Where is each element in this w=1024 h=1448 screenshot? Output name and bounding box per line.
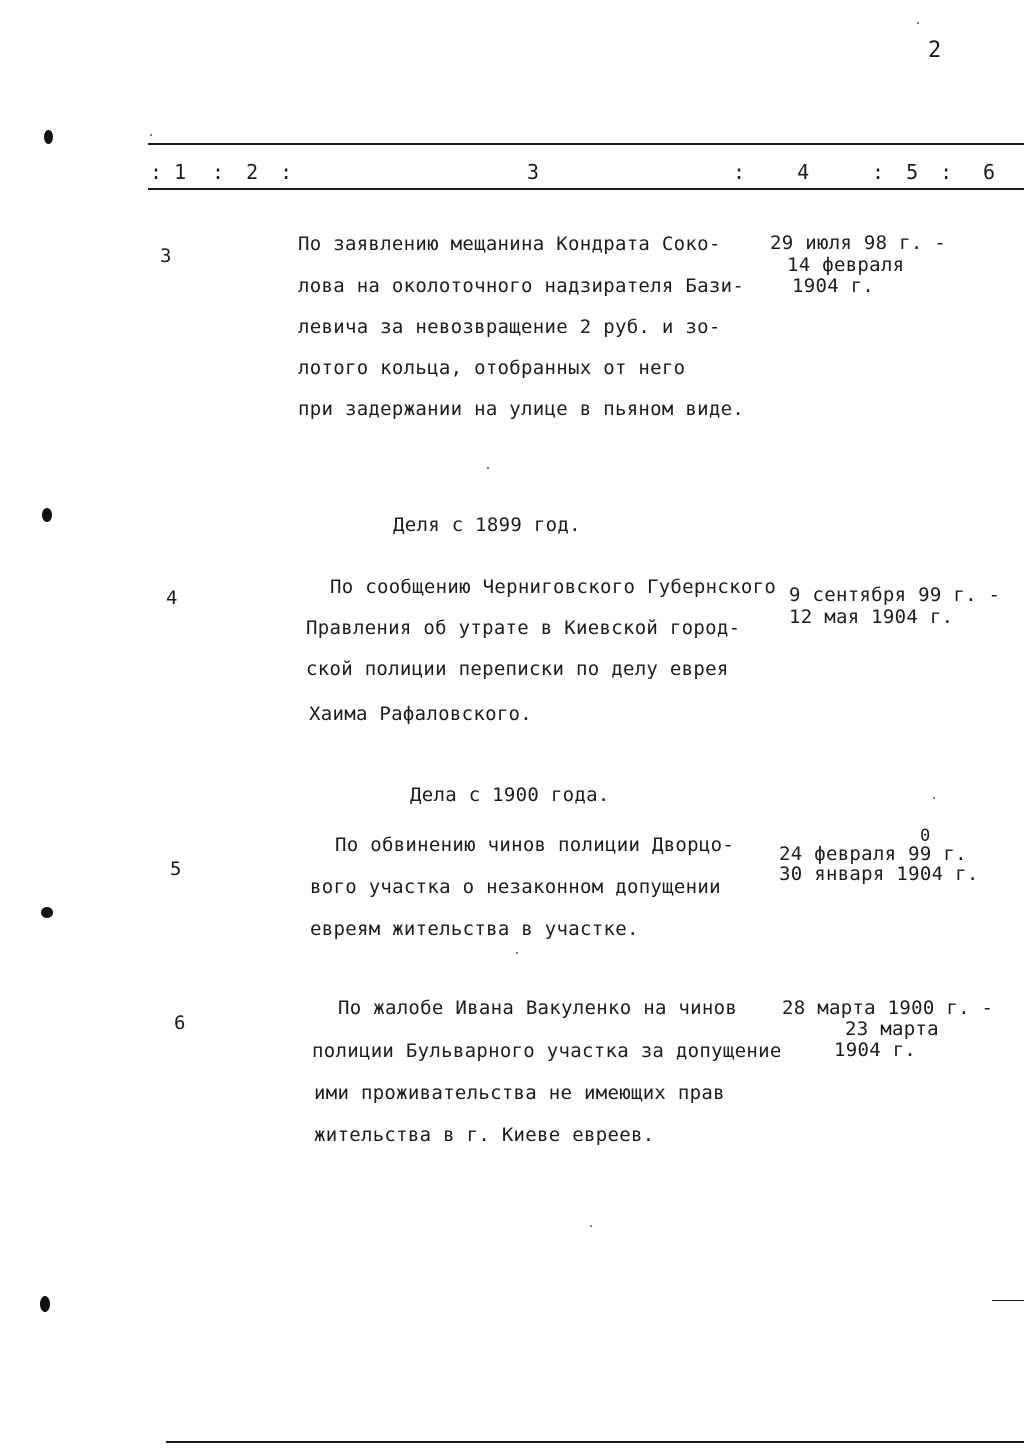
entry-5-line-2: вого участка о незаконном допущении: [310, 876, 721, 898]
entry-6-line-1: По жалобе Ивана Вакуленко на чинов: [338, 997, 738, 1019]
entry-6-line-2: полиции Бульварного участка за допущение: [312, 1040, 782, 1062]
edge-mark: [992, 1300, 1024, 1301]
entry-4-line-4: Хаима Рафаловского.: [309, 703, 533, 725]
entry-6-line-4: жительства в г. Киеве евреев.: [314, 1124, 655, 1146]
entry-4-number: 4: [166, 587, 178, 609]
entry-6-date-start: 28 марта 1900 г. -: [782, 997, 994, 1019]
entry-3-line-2: лова на околоточного надзирателя Бази-: [298, 275, 745, 297]
header-col-2: : 2 :: [212, 160, 293, 184]
entry-4-line-3: ской полиции переписки по делу еврея: [306, 658, 729, 680]
entry-3-line-5: при задержании на улице в пьяном виде.: [298, 398, 745, 420]
punch-hole-mark: [41, 907, 53, 918]
scan-speck: [150, 134, 152, 136]
punch-hole-mark: [40, 1296, 50, 1312]
entry-5-line-3: евреям жительства в участке.: [310, 918, 639, 940]
scan-speck: [933, 797, 935, 799]
section-heading-1900: Дела с 1900 года.: [410, 784, 610, 806]
scan-speck: [590, 1225, 592, 1227]
header-col-6: 6: [983, 160, 996, 184]
entry-5-date-end: 30 января 1904 г.: [779, 863, 979, 885]
header-col-3: 3: [527, 160, 540, 184]
entry-4-line-2: Правления об утрате в Киевской город-: [306, 617, 741, 639]
entry-3-line-1: По заявлению мещанина Кондрата Соко-: [298, 233, 721, 255]
entry-6-date-end-2: 1904 г.: [834, 1039, 917, 1061]
entry-5-date-start: 24 февраля 99 г.: [779, 843, 967, 865]
entry-5-date-correction: 0: [920, 826, 931, 846]
entry-3-date-start: 29 июля 98 г. -: [770, 232, 947, 254]
bottom-edge-rule: [166, 1441, 1024, 1443]
scan-speck: [917, 22, 919, 24]
entry-3-date-end-2: 1904 г.: [792, 275, 875, 297]
header-top-rule: [148, 143, 1024, 145]
entry-4-date-start: 9 сентября 99 г. -: [789, 584, 1001, 606]
entry-5-number: 5: [170, 858, 182, 880]
scan-speck: [487, 467, 489, 469]
section-heading-1899: Деля с 1899 год.: [393, 514, 581, 536]
entry-3-number: 3: [160, 245, 172, 267]
header-col-4: : 4: [733, 160, 810, 184]
entry-6-line-3: ими проживательства не имеющих прав: [314, 1082, 725, 1104]
entry-5-line-1: По обвинению чинов полиции Дворцо-: [335, 834, 735, 856]
entry-3-date-end-1: 14 февраля: [787, 254, 905, 276]
punch-hole-mark: [44, 130, 53, 144]
entry-4-date-end: 12 мая 1904 г.: [789, 606, 954, 628]
entry-3-line-3: левича за невозвращение 2 руб. и зо-: [298, 316, 721, 338]
entry-4-line-1: По сообщению Черниговского Губернского: [330, 576, 777, 598]
header-col-1: : 1: [150, 160, 187, 184]
page-number: 2: [928, 38, 942, 63]
entry-6-date-end-1: 23 марта: [845, 1018, 939, 1040]
scan-speck: [516, 952, 518, 954]
entry-3-line-4: лотого кольца, отобранных от него: [298, 357, 686, 379]
punch-hole-mark: [42, 508, 52, 522]
header-bottom-rule: [148, 188, 1024, 190]
entry-6-number: 6: [174, 1012, 186, 1034]
header-col-5: : 5 :: [872, 160, 953, 184]
